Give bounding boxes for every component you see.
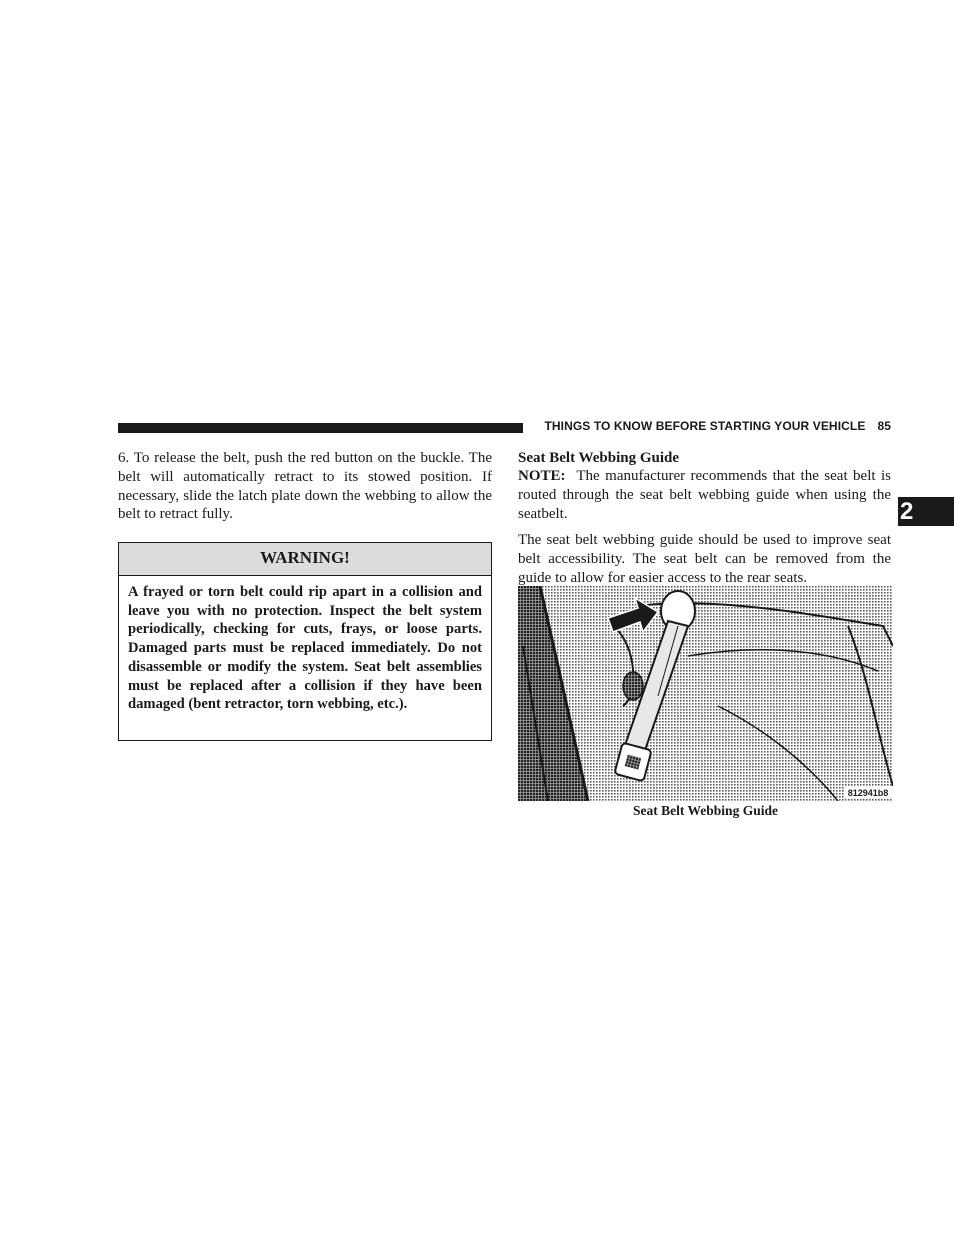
page-number: 85 <box>877 419 891 433</box>
step-paragraph: 6. To release the belt, push the red button on the buckle. The belt will automatically retract to its stowed position. If necessary, slide the latch plate down the webbing to allow the belt to retract fully. <box>118 450 492 523</box>
warning-title: WARNING! <box>119 543 491 576</box>
figure-caption: Seat Belt Webbing Guide <box>633 803 778 818</box>
left-column <box>118 449 492 524</box>
chapter-tab: 2 <box>898 497 954 526</box>
section-title: THINGS TO KNOW BEFORE STARTING YOUR VEHICLE <box>544 419 866 433</box>
section-heading: Seat Belt Webbing Guide <box>518 450 680 466</box>
warning-text: A frayed or torn belt could rip apart in a collision and leave you with no protection. Inspect the belt system periodically, checking for cuts, frays, or loose parts. Damaged parts must be replaced immediately. Do not disassemble or modify the system. Seat belt assemblies must be replaced after a collision if they have been damaged (bent retractor, torn webbing, etc.). <box>128 584 482 713</box>
note-label: NOTE: <box>518 468 566 484</box>
warning-box <box>118 542 492 741</box>
header-rule <box>118 423 523 433</box>
right-column <box>518 449 891 588</box>
seat-belt-illustration <box>518 586 893 801</box>
image-code: 812941b8 <box>847 788 889 798</box>
seat-belt-guide-figure <box>518 586 893 801</box>
note-paragraph <box>518 467 891 523</box>
running-header <box>533 419 891 433</box>
guide-paragraph: The seat belt webbing guide should be used to improve seat belt accessibility. The seat belt can be removed from the guide to allow for easier access to the rear seats. <box>518 532 891 586</box>
note-text: The manufacturer recommends that the seat belt is routed through the seat belt webbing guide when using the seatbelt. <box>518 468 891 522</box>
